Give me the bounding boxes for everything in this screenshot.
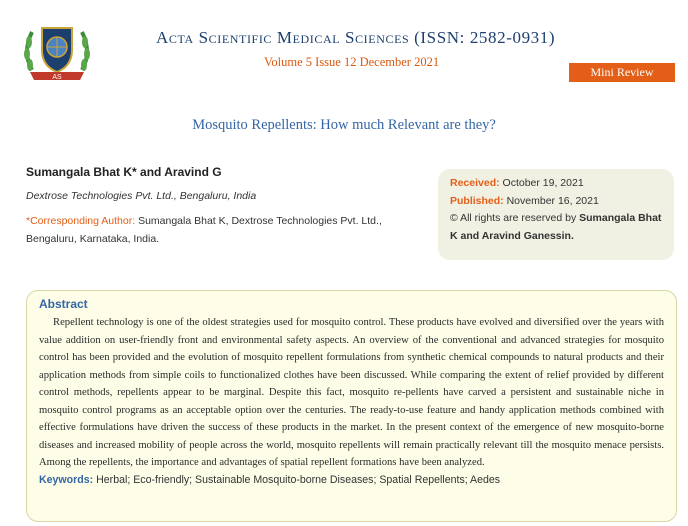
rights-text: © All rights are reserved by [450,212,577,224]
abstract-heading: Abstract [39,297,88,311]
keywords-line [39,474,664,486]
published-label: Published: [450,194,504,207]
logo-text: AS [52,74,62,81]
article-title: Mosquito Repellents: How much Relevant are they? [192,117,496,133]
journal-name-text: Acta Scientific Medical Sciences (ISSN: 2582-0931) [156,28,556,47]
received-line [450,175,662,193]
article-type-badge: Mini Review [569,63,675,82]
affiliation: Dextrose Technologies Pvt. Ltd., Bengaluru, India [26,190,257,202]
abstract-box [26,290,677,522]
corresponding-author [26,212,406,248]
keywords-text: Herbal; Eco-friendly; Sustainable Mosquito-borne Diseases; Spatial Repellents; Aedes [96,473,501,486]
keywords-label: Keywords: [39,473,94,486]
received-date: October 19, 2021 [502,177,584,189]
corresponding-label: *Corresponding Author: [26,215,136,227]
received-label: Received: [450,177,500,189]
rights-holders: Sumangala Bhat K and Aravind Ganessin. [450,212,662,242]
abstract-body: Repellent technology is one of the oldest strategies used for mosquito control. These products have evolved and diversified over the years with value addition on user-friendly front and environmental safety aspects. An overview of the conventional and advanced strategies for mosquito control has been provided and the evolution of mosquito repellent formulations from synthetic chemical compounds to natural products and their application methods from simple coils to functionalized clothes have been discussed. While comparing the extent of relief provided by different control methods, repellents appear to be marginal. Despite this fact, mosquito re-pellents have carved a persistent and sustainable niche in mosquito control programs as an acceptable option over the centuries. The ready-to-use feature and handy application methods combined with effective formulations have driven the success of these products in the market. In the present context of the emergence of new mosquito-borne diseases and increased mobility of people across the world, mosquito repellents will remain practically relevant till the mosquito menace persists. Among the repellents, the importance and advantages of spatial repellent formations have been analyzed. [39,317,664,468]
journal-name [156,28,555,48]
rights-line [450,210,662,245]
authors: Sumangala Bhat K* and Aravind G [26,165,222,179]
dates-box [438,169,674,260]
published-line [450,193,662,211]
corresponding-text: Sumangala Bhat K, Dextrose Technologies Pvt. Ltd., Bengaluru, Karnataka, India. [26,215,382,245]
published-date: November 16, 2021 [506,194,599,207]
journal-logo [20,20,94,84]
issue-info: Volume 5 Issue 12 December 2021 [264,55,440,69]
